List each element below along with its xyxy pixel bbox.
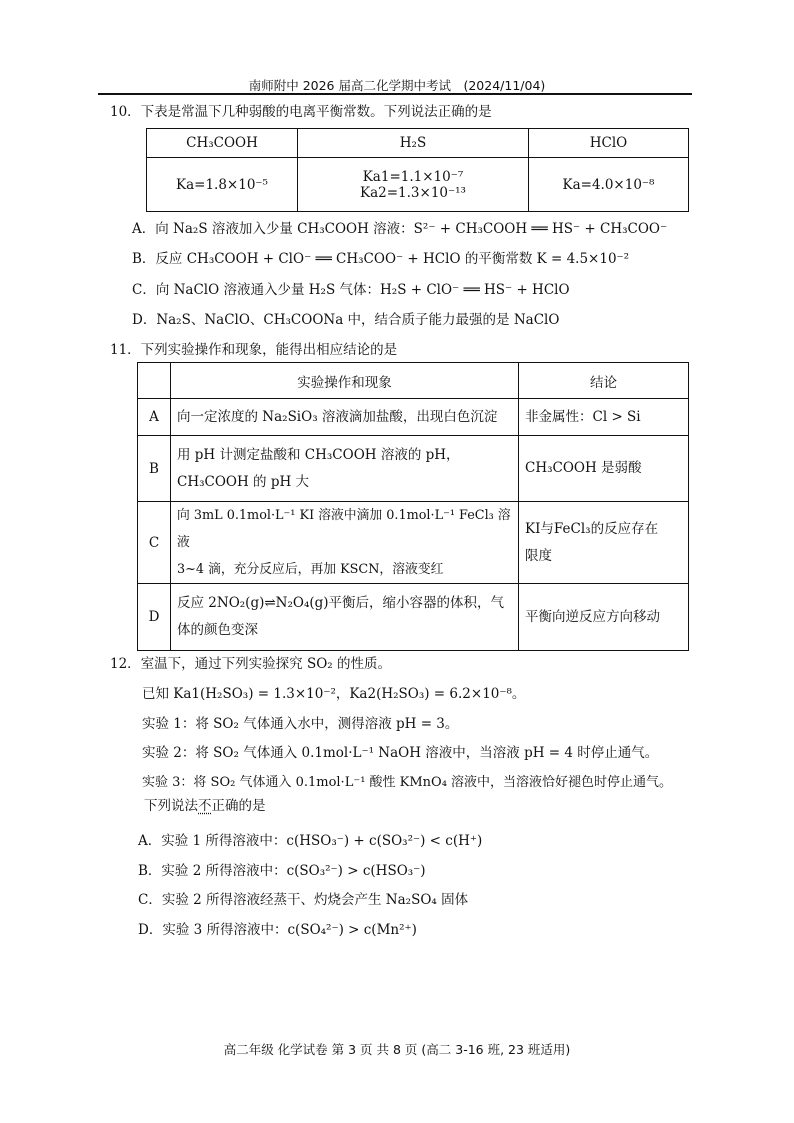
q12-ask-emphasis: 不 xyxy=(198,798,212,814)
row-label: D xyxy=(138,584,171,651)
row-conclusion xyxy=(519,584,689,651)
row-label: C xyxy=(138,502,171,584)
q10-stem: 10．下表是常温下几种弱酸的电离平衡常数。下列说法正确的是 xyxy=(110,104,492,120)
row-operation xyxy=(171,584,519,651)
page-footer: 高二年级 化学试卷 第 3 页 共 8 页 (高二 3-16 班, 23 班适用) xyxy=(223,1042,571,1057)
q11-table xyxy=(137,362,689,651)
conclusion-line: KI与FeCl₃的反应存在 xyxy=(525,520,659,537)
q12-exp2: 实验 2：将 SO₂ 气体通入 0.1mol·L⁻¹ NaOH 溶液中，当溶液 pH = 4 时停止通气。 xyxy=(142,745,659,761)
row-operation xyxy=(171,502,519,584)
exam-header: 南师附中 2026 届高二化学期中考试 (2024/11/04) xyxy=(248,78,546,93)
table-row xyxy=(138,436,689,502)
operation-line: 反应 2NO₂(g)⇌N₂O₄(g)平衡后，缩小容器的体积，气 xyxy=(177,595,505,611)
q11-header-blank xyxy=(138,363,171,399)
row-conclusion xyxy=(519,399,689,436)
operation-line: 体的颜色变深 xyxy=(177,622,258,638)
operation-line: 向 3mL 0.1mol·L⁻¹ KI 溶液中滴加 0.1mol·L⁻¹ FeCl₃ 溶液 xyxy=(177,508,511,550)
q11-stem: 11．下列实验操作和现象，能得出相应结论的是 xyxy=(110,342,398,358)
q12-option-a: A．实验 1 所得溶液中：c(HSO₃⁻) + c(SO₃²⁻) < c(H⁺) xyxy=(138,833,483,849)
q10-ka2-h2s: Ka2=1.3×10⁻¹³ xyxy=(360,184,466,201)
q10-ka-ch3cooh: Ka=1.8×10⁻⁵ xyxy=(147,158,298,212)
table-row xyxy=(138,399,689,436)
q12-stem: 12．室温下，通过下列实验探究 SO₂ 的性质。 xyxy=(110,656,391,672)
row-operation xyxy=(171,436,519,502)
table-row xyxy=(138,502,689,584)
q10-table xyxy=(146,128,689,212)
q10-ka1-h2s: Ka1=1.1×10⁻⁷ xyxy=(362,168,464,185)
q12-exp1: 实验 1：将 SO₂ 气体通入水中，测得溶液 pH = 3。 xyxy=(142,716,459,732)
q12-exp3: 实验 3：将 SO₂ 气体通入 0.1mol·L⁻¹ 酸性 KMnO₄ 溶液中，当溶液恰好褪色时停止通气。 xyxy=(142,775,673,790)
conclusion-line: 平衡向逆反应方向移动 xyxy=(525,608,660,625)
q10-option-a: A．向 Na₂S 溶液加入少量 CH₃COOH 溶液：S²⁻ + CH₃COOH ══ HS⁻ + CH₃COO⁻ xyxy=(132,221,668,237)
row-operation xyxy=(171,399,519,436)
q11-header-operation: 实验操作和现象 xyxy=(171,363,519,399)
operation-line: 3~4 滴，充分反应后，再加 KSCN，溶液变红 xyxy=(177,562,444,577)
q10-option-b: B．反应 CH₃COOH + ClO⁻ ══ CH₃COO⁻ + HClO 的平衡常数 K = 4.5×10⁻² xyxy=(132,251,630,267)
q12-known: 已知 Ka1(H₂SO₃) = 1.3×10⁻²，Ka2(H₂SO₃) = 6.2×10⁻⁸。 xyxy=(142,686,526,702)
operation-line: CH₃COOH 的 pH 大 xyxy=(177,473,310,490)
q10-header-h2s: H₂S xyxy=(298,129,529,158)
q10-ka-h2s xyxy=(298,158,529,212)
q12-option-c: C．实验 2 所得溶液经蒸干、灼烧会产生 Na₂SO₄ 固体 xyxy=(138,892,469,908)
q12-option-b: B．实验 2 所得溶液中：c(SO₃²⁻) > c(HSO₃⁻) xyxy=(138,863,426,879)
operation-line: 用 pH 计测定盐酸和 CH₃COOH 溶液的 pH， xyxy=(177,446,460,463)
row-conclusion xyxy=(519,502,689,584)
q12-ask xyxy=(144,796,266,816)
q12-ask-post: 正确的是 xyxy=(211,798,266,814)
q10-ka-hclo: Ka=4.0×10⁻⁸ xyxy=(529,158,689,212)
q10-header-hclo: HClO xyxy=(529,129,689,158)
header-divider xyxy=(98,93,692,95)
row-label: A xyxy=(138,399,171,436)
q10-header-ch3cooh: CH₃COOH xyxy=(147,129,298,158)
q12-ask-pre: 下列说法 xyxy=(144,798,198,814)
conclusion-line: 非金属性：Cl > Si xyxy=(525,408,641,425)
q11-header-conclusion: 结论 xyxy=(519,363,689,399)
conclusion-line: CH₃COOH 是弱酸 xyxy=(525,460,642,476)
row-conclusion xyxy=(519,436,689,502)
operation-line: 向一定浓度的 Na₂SiO₃ 溶液滴加盐酸，出现白色沉淀 xyxy=(177,408,498,425)
row-label: B xyxy=(138,436,171,502)
q10-option-d: D．Na₂S、NaClO、CH₃COONa 中，结合质子能力最强的是 NaClO xyxy=(132,312,560,328)
q10-option-c: C．向 NaClO 溶液通入少量 H₂S 气体：H₂S + ClO⁻ ══ HS⁻ + HClO xyxy=(132,282,570,298)
q12-option-d: D．实验 3 所得溶液中：c(SO₄²⁻) > c(Mn²⁺) xyxy=(138,922,417,938)
table-row xyxy=(138,584,689,651)
conclusion-line: 限度 xyxy=(525,547,552,564)
